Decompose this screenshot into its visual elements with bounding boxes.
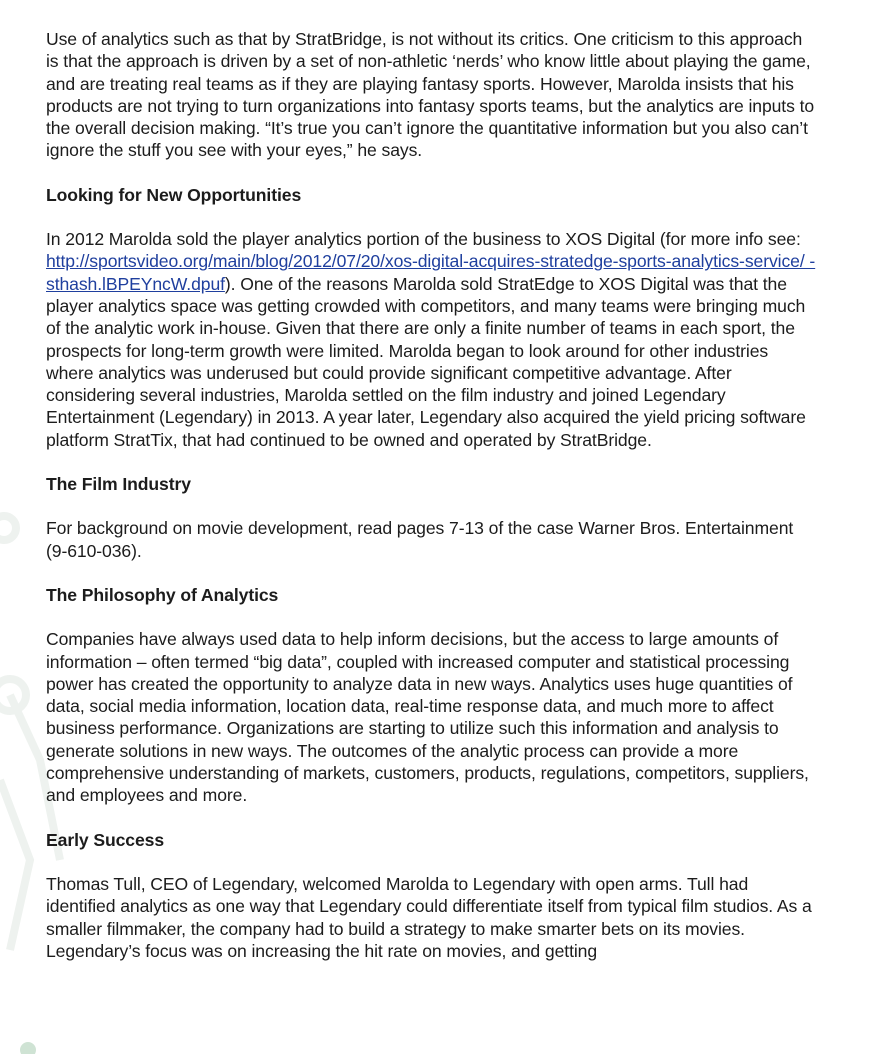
- document-page: [46, 28, 816, 962]
- new-opportunities-text-after-link: ). One of the reasons Marolda sold StratEdge to XOS Digital was that the player analytics space was getting crowded with competitors, and many teams were bringing much of the analytic work in-house. Given that there are only a finite number of teams in each sport, the prospects for long-term growth were limited. Marolda began to look around for other industries where analytics was underused but could provide significant competitive advantage. After considering several industries, Marolda settled on the film industry and joined Legendary Entertainment (Legendary) in 2013. A year later, Legendary also acquired the yield pricing software platform StratTix, that had continued to be owned and operated by StratBridge.: [46, 273, 806, 450]
- intro-paragraph: Use of analytics such as that by StratBridge, is not without its critics. One criticism to this approach is that the approach is driven by a set of non-athletic ‘nerds’ who know little about playing the game, and are treating real teams as if they are playing fantasy sports. However, Marolda insists that his products are not trying to turn organizations into fantasy sports teams, but the analytics are inputs to the overall decision making. “It’s true you can’t ignore the quantitative information but you also can’t ignore the stuff you see with your eyes,” he says.: [46, 29, 815, 161]
- film-industry-paragraph: For background on movie development, read pages 7-13 of the case Warner Bros. Entertainment (9-610-036).: [46, 518, 794, 561]
- new-opportunities-paragraph: [46, 228, 816, 451]
- decor-line: [0, 780, 30, 950]
- section-heading-early-success: Early Success: [46, 829, 165, 850]
- decor-circle: [0, 679, 26, 711]
- xos-digital-article-link[interactable]: http://sportsvideo.org/main/blog/2012/07/20/xos-digital-acquires-stratedge-sports-analytics-service/ - sthash.lBPEYncW.dpuf: [46, 251, 816, 294]
- section-heading-philosophy: The Philosophy of Analytics: [46, 584, 279, 605]
- section-heading-film-industry: The Film Industry: [46, 474, 191, 495]
- decor-dot: [20, 1042, 36, 1054]
- early-success-paragraph: Thomas Tull, CEO of Legendary, welcomed Marolda to Legendary with open arms. Tull had identified analytics as one way that Legendary could differentiate itself from typical film studios. As a smaller filmmaker, the company had to build a strategy to make smarter bets on its movies. Legendary’s focus was on increasing the hit rate on movies, and getting: [46, 873, 812, 961]
- philosophy-paragraph: Companies have always used data to help inform decisions, but the access to large amounts of information – often termed “big data”, coupled with increased computer and statistical processing power has created the opportunity to analyze data in new ways. Analytics uses huge quantities of data, social media information, location data, real-time response data, and much more to affect business performance. Organizations are starting to utilize such this information and analysis to generate solutions in new ways. The outcomes of the analytic process can provide a more comprehensive understanding of markets, customers, products, regulations, competitors, suppliers, and employees and more.: [46, 629, 809, 806]
- new-opportunities-text-before-link: In 2012 Marolda sold the player analytics portion of the business to XOS Digital (for more info see:: [46, 229, 801, 250]
- decor-circle: [0, 516, 16, 540]
- section-heading-new-opportunities: Looking for New Opportunities: [46, 184, 302, 205]
